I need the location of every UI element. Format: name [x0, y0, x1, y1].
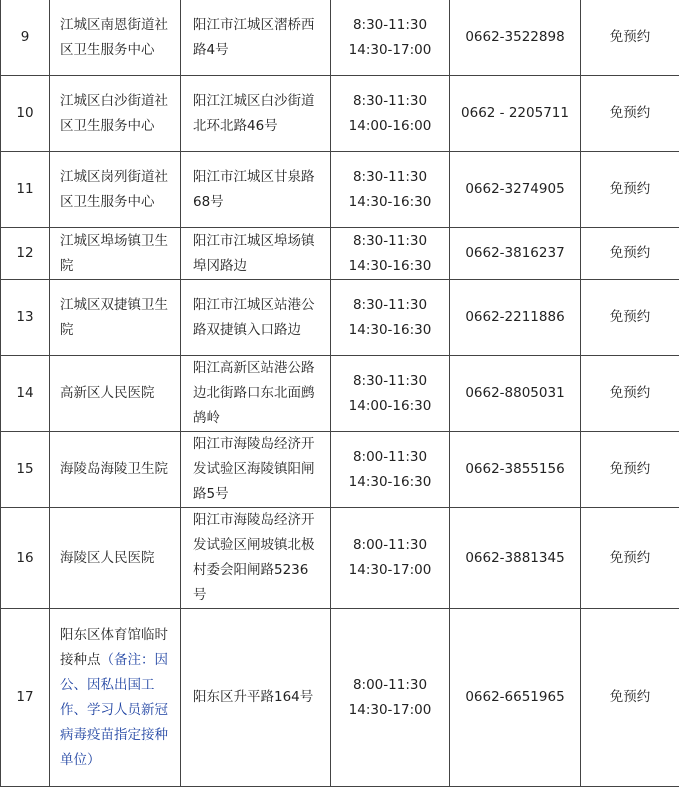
contact-phone: 0662-3855156	[450, 432, 581, 508]
service-hours-line: 14:00-16:30	[331, 394, 449, 419]
contact-phone: 0662-3274905	[450, 152, 581, 228]
row-number: 14	[1, 356, 50, 432]
service-hours-line: 8:30-11:30	[331, 293, 449, 318]
appointment-status: 免预约	[581, 356, 679, 432]
appointment-status: 免预约	[581, 609, 679, 787]
site-name	[50, 152, 181, 228]
site-name-note: （备注：因公、因私出国工作、学习人员新冠病毒疫苗指定接种单位）	[60, 652, 168, 768]
contact-phone: 0662-8805031	[450, 356, 581, 432]
site-name	[50, 609, 181, 787]
contact-phone: 0662-3816237	[450, 228, 581, 280]
appointment-status: 免预约	[581, 0, 679, 76]
table-row	[1, 356, 679, 432]
site-name-text: 江城区岗列街道社区卫生服务中心	[60, 169, 168, 210]
row-number: 15	[1, 432, 50, 508]
appointment-status: 免预约	[581, 76, 679, 152]
site-name	[50, 356, 181, 432]
contact-phone: 0662-3522898	[450, 0, 581, 76]
row-number: 10	[1, 76, 50, 152]
table-row	[1, 609, 679, 787]
site-address: 阳江市江城区甘泉路68号	[181, 152, 331, 228]
service-hours	[331, 0, 450, 76]
table-body	[1, 0, 679, 787]
service-hours-line: 14:30-16:30	[331, 470, 449, 495]
site-name	[50, 280, 181, 356]
row-number: 17	[1, 609, 50, 787]
site-name	[50, 432, 181, 508]
site-address: 阳东区升平路164号	[181, 609, 331, 787]
table-row	[1, 0, 679, 76]
site-address: 阳江市江城区站港公路双捷镇入口路边	[181, 280, 331, 356]
service-hours-line: 8:30-11:30	[331, 89, 449, 114]
appointment-status: 免预约	[581, 152, 679, 228]
service-hours-line: 8:30-11:30	[331, 13, 449, 38]
table-row	[1, 76, 679, 152]
appointment-status: 免预约	[581, 508, 679, 609]
service-hours	[331, 508, 450, 609]
site-name-text: 海陵岛海陵卫生院	[60, 461, 168, 477]
service-hours-line: 14:00-16:00	[331, 114, 449, 139]
service-hours-line: 14:30-16:30	[331, 190, 449, 215]
service-hours-line: 8:00-11:30	[331, 673, 449, 698]
site-address: 阳江江城区白沙街道北环北路46号	[181, 76, 331, 152]
table-row	[1, 508, 679, 609]
table-row	[1, 280, 679, 356]
contact-phone: 0662 - 2205711	[450, 76, 581, 152]
service-hours	[331, 609, 450, 787]
row-number: 13	[1, 280, 50, 356]
appointment-status: 免预约	[581, 228, 679, 280]
row-number: 16	[1, 508, 50, 609]
row-number: 12	[1, 228, 50, 280]
contact-phone: 0662-2211886	[450, 280, 581, 356]
service-hours-line: 14:30-17:00	[331, 698, 449, 723]
table-row	[1, 228, 679, 280]
service-hours	[331, 432, 450, 508]
site-name	[50, 0, 181, 76]
service-hours	[331, 76, 450, 152]
service-hours-line: 14:30-16:30	[331, 318, 449, 343]
site-name-text: 海陵区人民医院	[60, 550, 155, 566]
service-hours-line: 14:30-17:00	[331, 558, 449, 583]
site-name-text: 江城区双捷镇卫生院	[60, 297, 168, 338]
table-row	[1, 432, 679, 508]
service-hours-line: 8:00-11:30	[331, 445, 449, 470]
contact-phone: 0662-6651965	[450, 609, 581, 787]
site-name-text: 江城区埠场镇卫生院	[60, 233, 168, 274]
service-hours	[331, 152, 450, 228]
site-name	[50, 228, 181, 280]
site-name	[50, 76, 181, 152]
row-number: 9	[1, 0, 50, 76]
service-hours-line: 8:30-11:30	[331, 165, 449, 190]
site-address: 阳江市江城区漝桥西路4号	[181, 0, 331, 76]
service-hours-line: 8:30-11:30	[331, 229, 449, 254]
site-name	[50, 508, 181, 609]
site-name-text: 阳东区体育馆临时接种点	[60, 627, 168, 668]
service-hours-line: 14:30-17:00	[331, 38, 449, 63]
service-hours	[331, 280, 450, 356]
row-number: 11	[1, 152, 50, 228]
site-address: 阳江市海陵岛经济开发试验区闸坡镇北极村委会阳闸路5236号	[181, 508, 331, 609]
site-name-text: 江城区白沙街道社区卫生服务中心	[60, 93, 168, 134]
site-address: 阳江市海陵岛经济开发试验区海陵镇阳闸路5号	[181, 432, 331, 508]
service-hours-line: 8:30-11:30	[331, 369, 449, 394]
site-address: 阳江高新区站港公路边北街路口东北面鹧鸪岭	[181, 356, 331, 432]
site-address: 阳江市江城区埠场镇埠冈路边	[181, 228, 331, 280]
appointment-status: 免预约	[581, 432, 679, 508]
site-name-text: 江城区南恩街道社区卫生服务中心	[60, 17, 168, 58]
site-name-text: 高新区人民医院	[60, 385, 155, 401]
service-hours	[331, 356, 450, 432]
service-hours-line: 8:00-11:30	[331, 533, 449, 558]
service-hours	[331, 228, 450, 280]
appointment-status: 免预约	[581, 280, 679, 356]
service-hours-line: 14:30-16:30	[331, 254, 449, 279]
contact-phone: 0662-3881345	[450, 508, 581, 609]
table-row	[1, 152, 679, 228]
